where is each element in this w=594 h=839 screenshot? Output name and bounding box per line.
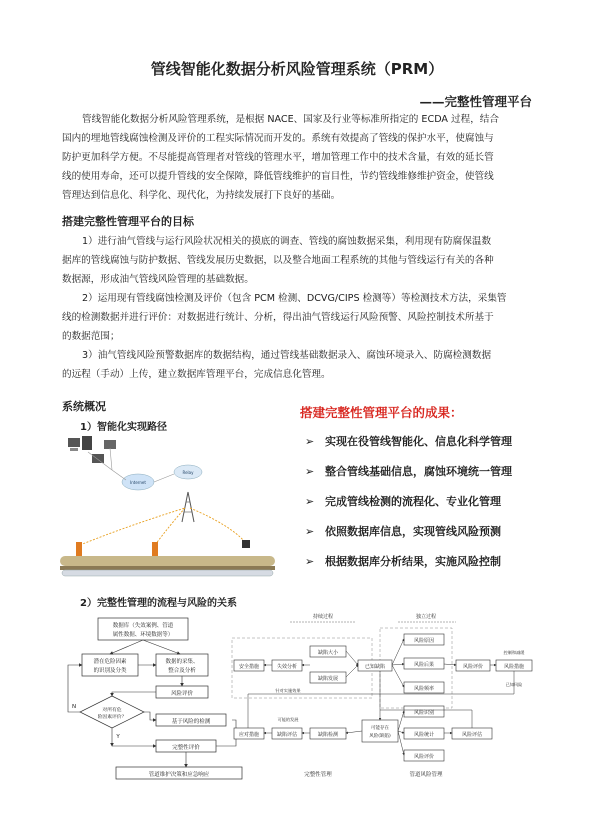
page-subtitle: ——完整性管理平台 [419,94,532,109]
flow-text: 风险统计 [413,732,435,738]
intro-line: 管线智能化数据分析风险管理系统，是根据 NACE、国家及行业等标准所指定的 ECDA 过程，结合 [82,114,499,125]
tower-pc-icon [82,436,92,450]
flow-text: 缺陷大小 [317,650,339,656]
server-icon [68,438,80,447]
goal-line: 线的检测数据并进行评价：对数据进行统计、分析，得出油气管线运行风险预警、风险控制技术所基于 [62,312,494,323]
flow-text: 整合及分析 [168,668,196,674]
flow-text: 的识别及分类 [93,668,127,674]
intro-line: 国内的埋地管线腐蚀检测及评价的工程实际情况而开发的。系统有效提高了管线的保护水平，使腐蚀与 [62,133,494,144]
flow-text: 数据的采集、 [165,659,199,665]
antenna-tower-icon [182,492,194,522]
page-title: 管线智能化数据分析风险管理系统（PRM） [150,60,444,78]
flow-text: 缺陷评估 [276,732,298,738]
flow-text: 风险评价 [413,754,435,760]
goal-heading: 搭建完整性管理平台的目标 [62,215,194,228]
flow-text: 风险原因 [413,638,435,644]
flow-text: 风险识别 [413,710,435,716]
intro-paragraph [62,110,532,205]
integrity-flowchart [60,612,245,784]
arrow-bullet-icon: ➢ [305,495,315,508]
flow-text: 持续过程 [312,614,334,620]
flow-text: 风险措施 [503,664,525,670]
flow-text: 风险后果 [413,662,435,668]
flow-text: 完整性评价 [172,745,200,751]
goals-paragraph [62,232,532,384]
flow-text: 失效分析 [276,664,298,670]
flow-text: 基于风险的检测 [171,719,211,725]
goal-line: 3）油气管线风险预警数据库的数据结构，通过管线基础数据录入、腐蚀环境录入、防腐检测数据 [82,350,492,361]
relay-cloud-icon [174,465,202,479]
intro-line: 线的使用寿命，还可以提升管线的安全保障，降低管线维护的盲目性，节约管线维修维护资金，使管线 [62,171,494,182]
goal-line: 1）进行油气管线与运行风险状况相关的摸底的调查、管线的腐蚀数据采集，利用现有防腐保温数 [82,236,492,247]
intro-line: 防护更加科学方便。不尽能提高管理者对管线的管理水平，增加管理工作中的技术含量，有效的延长管 [62,152,494,163]
flow-text: 针对实施效果 [275,688,301,693]
flow-caption: 完整性管理 [304,772,332,778]
flow-yes-label: Y [116,734,120,740]
flow-no-label: N [71,704,77,710]
cloud-label: Internet [130,480,146,485]
flow-text: 缺陷发展 [317,676,339,682]
flow-text: 独立过程 [415,614,437,620]
intro-line: 管理达到信息化、科学化、现代化，为持续发展打下良好的基础。 [62,190,341,201]
achievements-list [305,433,512,569]
network-illustration [60,430,275,590]
list-item: ➢ 依照数据库信息，实现管线风险预测 [305,525,501,538]
relay-label: Relay [182,470,194,475]
path-heading: 1）智能化实现路径 [80,422,167,433]
flow-text: 已知缺陷 [364,664,386,670]
arrow-bullet-icon: ➢ [305,465,315,478]
flow-heading: 2）完整性管理的流程与风险的关系 [80,598,237,609]
flow-text: 安全措施 [238,664,260,670]
flow-text: 控制和减缓 [503,650,525,655]
arrow-bullet-icon: ➢ [305,555,315,568]
flow-text: 风险评价 [462,664,484,670]
flow-text: 风险频率 [413,686,435,692]
flow-text: 管道维护决策和应急响应 [148,772,210,778]
flow-text: 对所有危 [102,708,122,713]
goal-line: 据库的管线腐蚀与防护数据、管线发展历史数据，以及整合地面工程系统的其他与管线运行有关的各种 [62,255,494,266]
flow-text: 数据库（失效案例、管道 [112,623,174,629]
goal-line: 2）运用现有管线腐蚀检测及评价（包含 PCM 检测、DCVG/CIPS 检测等）等检测技术方法，采集管 [82,293,507,304]
flow-text: 风险(缺陷) [369,734,391,739]
goal-line: 数据源，形成油气管线风险管理的基础数据。 [62,274,254,285]
pipeline-shape [60,556,275,566]
monitor-icon [92,454,104,463]
arrow-bullet-icon: ➢ [305,525,315,538]
arrow-bullet-icon: ➢ [305,435,315,448]
goal-line: 的远程（手动）上传，建立数据库管理平台，完成信息化管理。 [62,369,331,380]
flow-caption: 管道风险管理 [409,772,443,778]
list-item: ➢ 完成管线检测的流程化、专业化管理 [305,495,501,508]
achievements-heading: 搭建完整性管理平台的成果： [300,405,463,420]
flow-text: 缺陷检测 [317,732,339,738]
risk-flowchart [228,610,538,785]
list-item: ➢ 整合管线基础信息，腐蚀环境统一管理 [305,465,512,478]
flow-text: 应对措施 [238,732,260,738]
flow-text: 可能存在 [371,726,389,731]
test-post-icon [76,540,250,556]
goal-line: 的数据范围； [62,331,120,342]
flow-text: 潜在危险因素 [93,659,127,665]
flow-text: 险因素评价？ [97,715,127,720]
laptop-icon [104,440,116,449]
list-item: ➢ 实现在役管线智能化、信息化科学管理 [305,435,512,448]
flow-text: 风险评价 [170,691,194,697]
flow-text: 风险评估 [461,732,483,738]
list-item: ➢ 根据数据库分析结果，实施风险控制 [305,555,501,568]
overview-heading: 系统概况 [62,400,106,413]
flow-text: 可能的发展 [277,717,299,722]
flow-text: 已知风险 [505,682,523,687]
cloud-icon [122,474,154,490]
flow-text: 属性数据、环境数据等） [112,632,174,638]
